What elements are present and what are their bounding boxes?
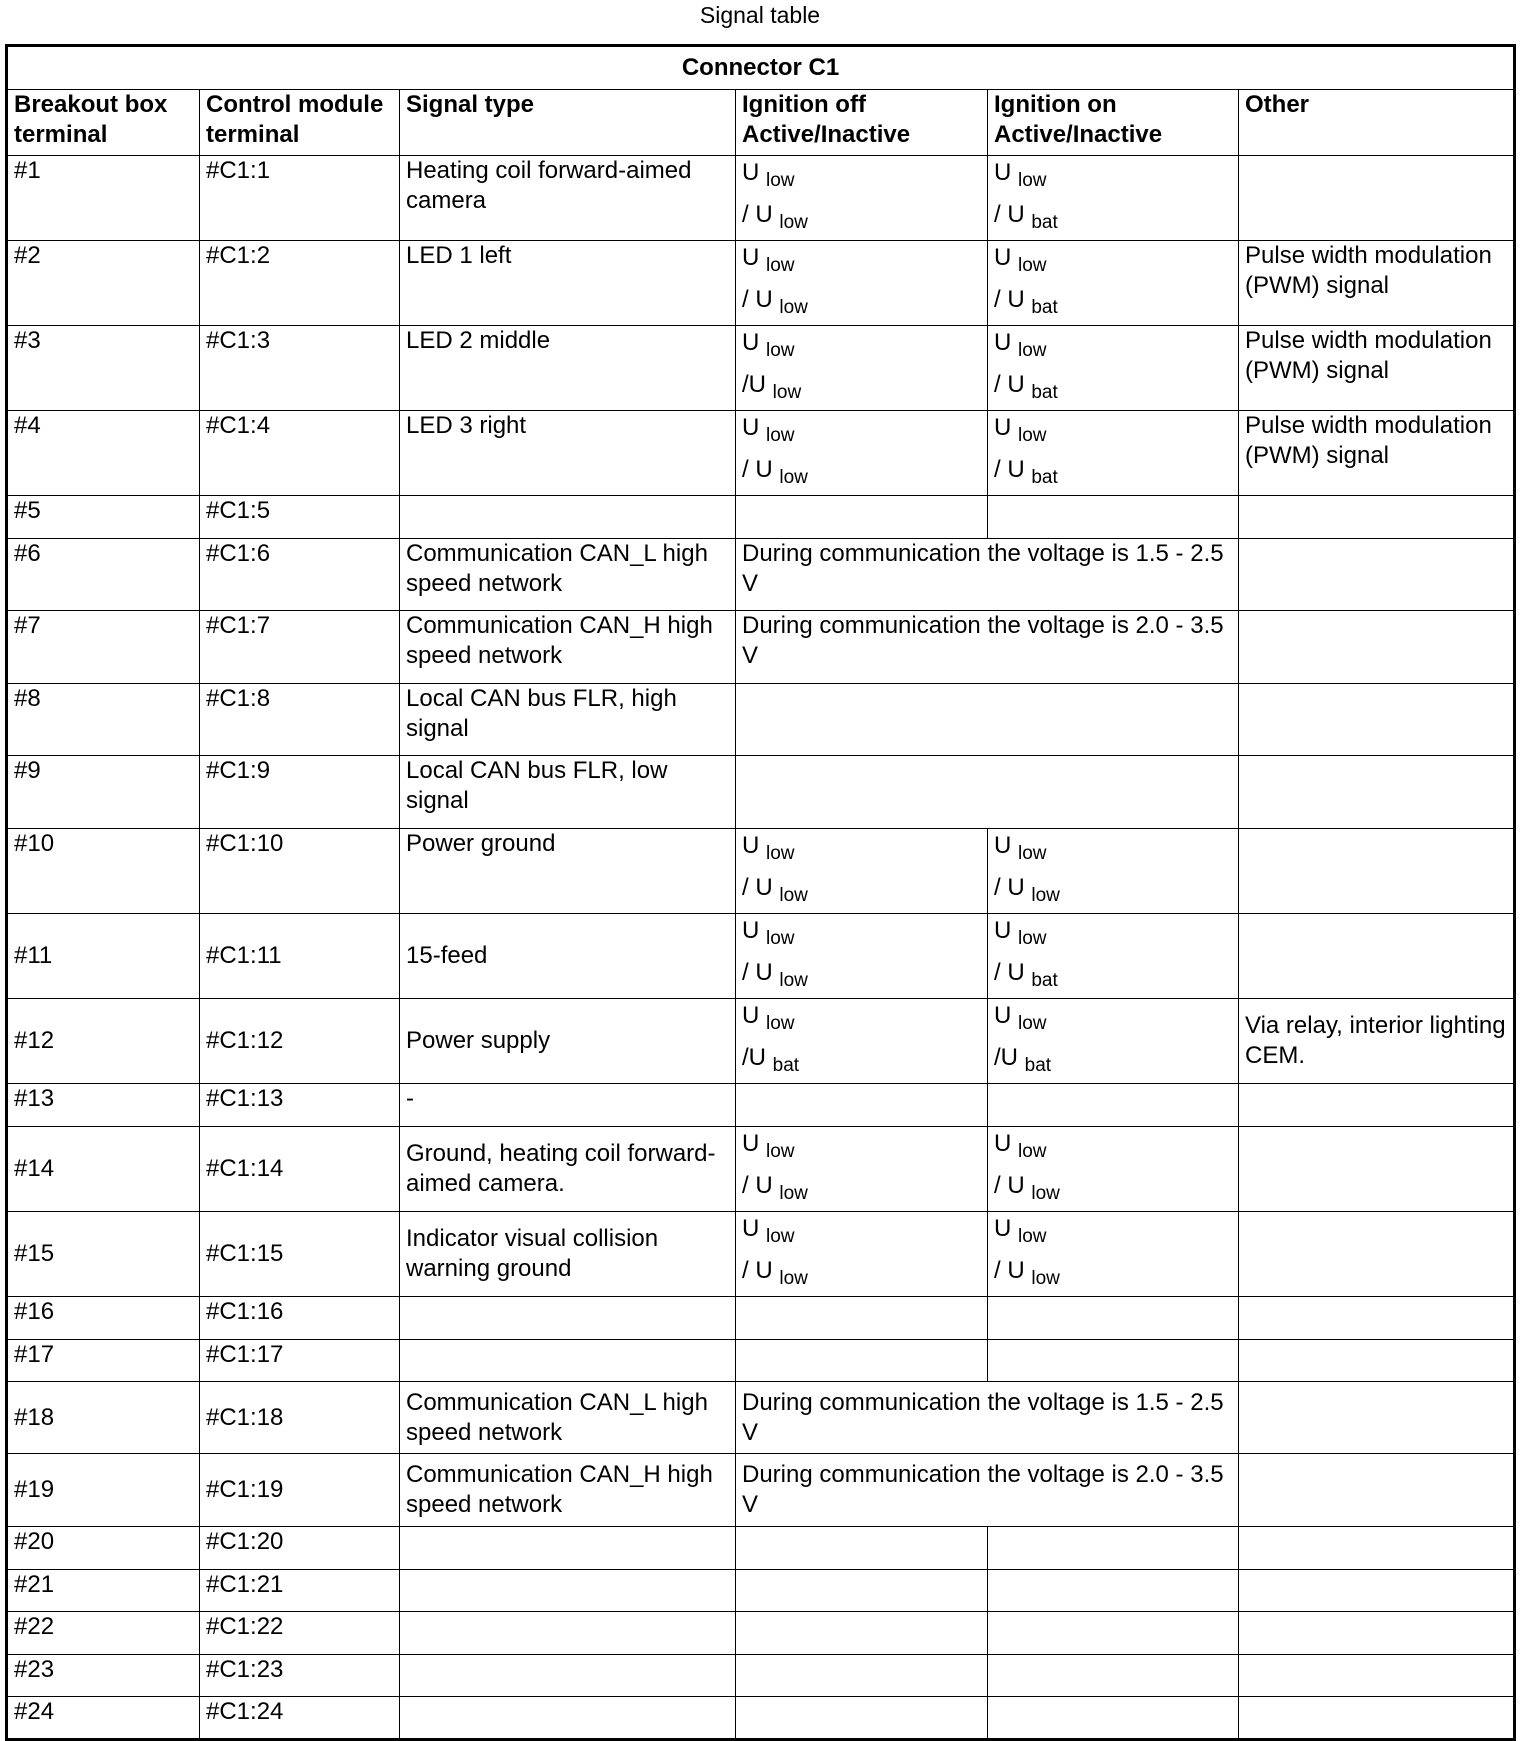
table-row <box>7 829 1515 914</box>
voltage-inactive: / U $_{bat}$ <box>994 201 1058 233</box>
ignition-off-cell <box>736 1297 988 1340</box>
table-row <box>7 496 1515 539</box>
control-module-terminal-cell: #C1:1 <box>200 156 400 241</box>
voltage-inactive: / U $_{low}$ <box>742 1257 808 1289</box>
control-module-terminal-cell: #C1:12 <box>200 999 400 1084</box>
control-module-terminal-cell: #C1:11 <box>200 914 400 999</box>
other-cell <box>1239 1340 1515 1382</box>
signal-table <box>5 44 1516 1741</box>
header-line: Signal type <box>406 91 535 118</box>
control-module-terminal-cell: #C1:23 <box>200 1655 400 1697</box>
signal-type-cell: Local CAN bus FLR, high signal <box>400 684 736 756</box>
signal-type-cell: Communication CAN_L high speed network <box>400 1382 736 1454</box>
ignition-off-cell <box>736 1084 988 1127</box>
ignition-on-cell <box>988 156 1239 241</box>
control-module-terminal-cell: #C1:2 <box>200 241 400 326</box>
table-caption: Signal table <box>699 2 821 28</box>
table-body <box>7 156 1515 1740</box>
table-row <box>7 1212 1515 1297</box>
breakout-box-terminal-cell: #22 <box>7 1612 200 1655</box>
voltage-active: U $_{low}$ <box>994 917 1047 949</box>
ignition-on-cell <box>988 1697 1239 1740</box>
ignition-off-cell <box>736 1212 988 1297</box>
ignition-on-cell <box>988 999 1239 1084</box>
table-row <box>7 1127 1515 1212</box>
control-module-terminal-cell: #C1:24 <box>200 1697 400 1740</box>
other-cell: Pulse width modulation (PWM) signal <box>1239 411 1515 496</box>
header-line: Control module <box>206 91 384 118</box>
ignition-on-cell <box>988 1212 1239 1297</box>
signal-type-cell <box>400 1570 736 1612</box>
voltage-active: U $_{low}$ <box>994 1130 1047 1162</box>
control-module-terminal-cell: #C1:3 <box>200 326 400 411</box>
table-row <box>7 914 1515 999</box>
header-control-module-terminal <box>200 90 400 156</box>
voltage-active: U $_{low}$ <box>994 832 1047 864</box>
breakout-box-terminal-cell: #21 <box>7 1570 200 1612</box>
signal-type-cell: LED 1 left <box>400 241 736 326</box>
ignition-on-cell <box>988 1612 1239 1655</box>
breakout-box-terminal-cell: #15 <box>7 1212 200 1297</box>
other-cell: Via relay, interior lighting CEM. <box>1239 999 1515 1084</box>
control-module-terminal-cell: #C1:22 <box>200 1612 400 1655</box>
header-breakout-box-terminal <box>7 90 200 156</box>
signal-type-cell: Power supply <box>400 999 736 1084</box>
ignition-off-cell <box>736 1612 988 1655</box>
ignition-off-cell <box>736 241 988 326</box>
voltage-active: U $_{low}$ <box>994 159 1047 191</box>
signal-type-cell <box>400 1527 736 1570</box>
ignition-voltage-note-cell <box>736 756 1239 829</box>
breakout-box-terminal-cell: #6 <box>7 539 200 611</box>
control-module-terminal-cell: #C1:7 <box>200 611 400 684</box>
voltage-active: U $_{low}$ <box>742 159 795 191</box>
ignition-voltage-note-cell: During communication the voltage is 1.5 - 2.5 V <box>736 1382 1239 1454</box>
ignition-off-cell <box>736 326 988 411</box>
ignition-voltage-note-cell: During communication the voltage is 2.0 - 3.5 V <box>736 611 1239 684</box>
signal-type-cell: Indicator visual collision warning ground <box>400 1212 736 1297</box>
other-cell <box>1239 756 1515 829</box>
ignition-off-cell <box>736 1655 988 1697</box>
other-cell <box>1239 1454 1515 1527</box>
breakout-box-terminal-cell: #8 <box>7 684 200 756</box>
other-cell <box>1239 829 1515 914</box>
header-line: terminal <box>206 121 300 148</box>
signal-type-cell <box>400 1612 736 1655</box>
header-line: Ignition on <box>994 91 1117 118</box>
signal-type-cell <box>400 496 736 539</box>
control-module-terminal-cell: #C1:19 <box>200 1454 400 1527</box>
voltage-inactive: /U $_{bat}$ <box>742 1044 800 1076</box>
voltage-active: U $_{low}$ <box>994 329 1047 361</box>
table-row <box>7 1084 1515 1127</box>
header-line: Active/Inactive <box>994 121 1163 148</box>
voltage-inactive: / U $_{low}$ <box>742 874 808 906</box>
header-line: Active/Inactive <box>742 121 911 148</box>
control-module-terminal-cell: #C1:21 <box>200 1570 400 1612</box>
ignition-off-cell <box>736 1340 988 1382</box>
voltage-inactive: /U $_{bat}$ <box>994 1044 1052 1076</box>
voltage-inactive: / U $_{low}$ <box>742 1172 808 1204</box>
control-module-terminal-cell: #C1:13 <box>200 1084 400 1127</box>
voltage-active: U $_{low}$ <box>742 414 795 446</box>
ignition-voltage-note-cell <box>736 684 1239 756</box>
table-row <box>7 999 1515 1084</box>
table-row <box>7 326 1515 411</box>
breakout-box-terminal-cell: #5 <box>7 496 200 539</box>
voltage-active: U $_{low}$ <box>994 1215 1047 1247</box>
voltage-active: U $_{low}$ <box>994 244 1047 276</box>
voltage-inactive: / U $_{low}$ <box>994 1172 1060 1204</box>
table-row <box>7 1454 1515 1527</box>
control-module-terminal-cell: #C1:6 <box>200 539 400 611</box>
breakout-box-terminal-cell: #12 <box>7 999 200 1084</box>
signal-type-cell <box>400 1697 736 1740</box>
ignition-off-cell <box>736 411 988 496</box>
breakout-box-terminal-cell: #18 <box>7 1382 200 1454</box>
signal-type-cell <box>400 1340 736 1382</box>
table-row <box>7 1570 1515 1612</box>
breakout-box-terminal-cell: #14 <box>7 1127 200 1212</box>
signal-type-cell: - <box>400 1084 736 1127</box>
other-cell <box>1239 1297 1515 1340</box>
signal-type-cell: Power ground <box>400 829 736 914</box>
signal-type-cell: 15-feed <box>400 914 736 999</box>
other-cell <box>1239 1382 1515 1454</box>
voltage-active: U $_{low}$ <box>994 414 1047 446</box>
control-module-terminal-cell: #C1:16 <box>200 1297 400 1340</box>
header-line: terminal <box>14 121 108 148</box>
ignition-on-cell <box>988 1527 1239 1570</box>
other-cell <box>1239 1084 1515 1127</box>
voltage-inactive: / U $_{low}$ <box>742 286 808 318</box>
breakout-box-terminal-cell: #7 <box>7 611 200 684</box>
control-module-terminal-cell: #C1:17 <box>200 1340 400 1382</box>
other-cell <box>1239 539 1515 611</box>
voltage-active: U $_{low}$ <box>742 244 795 276</box>
ignition-off-cell <box>736 914 988 999</box>
other-cell <box>1239 156 1515 241</box>
control-module-terminal-cell: #C1:15 <box>200 1212 400 1297</box>
voltage-active: U $_{low}$ <box>742 1002 795 1034</box>
ignition-off-cell <box>736 156 988 241</box>
voltage-active: U $_{low}$ <box>994 1002 1047 1034</box>
header-ignition-on <box>988 90 1239 156</box>
control-module-terminal-cell: #C1:5 <box>200 496 400 539</box>
other-cell <box>1239 914 1515 999</box>
table-row <box>7 1527 1515 1570</box>
control-module-terminal-cell: #C1:4 <box>200 411 400 496</box>
voltage-inactive: / U $_{bat}$ <box>994 959 1058 991</box>
table-row <box>7 1382 1515 1454</box>
ignition-on-cell <box>988 496 1239 539</box>
other-cell <box>1239 1570 1515 1612</box>
ignition-on-cell <box>988 326 1239 411</box>
voltage-inactive: / U $_{low}$ <box>994 1257 1060 1289</box>
ignition-voltage-note-cell: During communication the voltage is 1.5 - 2.5 V <box>736 539 1239 611</box>
ignition-on-cell <box>988 829 1239 914</box>
control-module-terminal-cell: #C1:20 <box>200 1527 400 1570</box>
table-row <box>7 539 1515 611</box>
ignition-on-cell <box>988 411 1239 496</box>
header-signal-type <box>400 90 736 156</box>
table-row <box>7 411 1515 496</box>
header-row <box>7 90 1515 156</box>
table-row <box>7 756 1515 829</box>
other-cell <box>1239 496 1515 539</box>
table-row <box>7 684 1515 756</box>
other-cell <box>1239 1527 1515 1570</box>
table-row <box>7 156 1515 241</box>
connector-title: Connector C1 <box>7 46 1515 90</box>
signal-type-cell <box>400 1297 736 1340</box>
other-cell <box>1239 1697 1515 1740</box>
breakout-box-terminal-cell: #9 <box>7 756 200 829</box>
breakout-box-terminal-cell: #3 <box>7 326 200 411</box>
breakout-box-terminal-cell: #10 <box>7 829 200 914</box>
signal-type-cell: Communication CAN_H high speed network <box>400 1454 736 1527</box>
table-row <box>7 1297 1515 1340</box>
other-cell: Pulse width modulation (PWM) signal <box>1239 326 1515 411</box>
header-line: Ignition off <box>742 91 866 118</box>
ignition-on-cell <box>988 1084 1239 1127</box>
signal-type-cell: Ground, heating coil forward-aimed camera. <box>400 1127 736 1212</box>
voltage-active: U $_{low}$ <box>742 1215 795 1247</box>
voltage-inactive: / U $_{bat}$ <box>994 456 1058 488</box>
voltage-inactive: / U $_{low}$ <box>742 201 808 233</box>
other-cell <box>1239 1612 1515 1655</box>
table-row <box>7 1655 1515 1697</box>
voltage-active: U $_{low}$ <box>742 832 795 864</box>
breakout-box-terminal-cell: #4 <box>7 411 200 496</box>
voltage-inactive: / U $_{bat}$ <box>994 371 1058 403</box>
breakout-box-terminal-cell: #13 <box>7 1084 200 1127</box>
control-module-terminal-cell: #C1:10 <box>200 829 400 914</box>
voltage-inactive: / U $_{bat}$ <box>994 286 1058 318</box>
control-module-terminal-cell: #C1:9 <box>200 756 400 829</box>
ignition-off-cell <box>736 1527 988 1570</box>
signal-type-cell <box>400 1655 736 1697</box>
control-module-terminal-cell: #C1:18 <box>200 1382 400 1454</box>
table-row <box>7 1697 1515 1740</box>
header-ignition-off <box>736 90 988 156</box>
header-other <box>1239 90 1515 156</box>
ignition-off-cell <box>736 829 988 914</box>
breakout-box-terminal-cell: #11 <box>7 914 200 999</box>
ignition-on-cell <box>988 241 1239 326</box>
voltage-inactive: / U $_{low}$ <box>742 456 808 488</box>
control-module-terminal-cell: #C1:8 <box>200 684 400 756</box>
signal-type-cell: Heating coil forward-aimed camera <box>400 156 736 241</box>
control-module-terminal-cell: #C1:14 <box>200 1127 400 1212</box>
other-cell <box>1239 1655 1515 1697</box>
ignition-on-cell <box>988 1340 1239 1382</box>
ignition-off-cell <box>736 496 988 539</box>
ignition-on-cell <box>988 1655 1239 1697</box>
ignition-on-cell <box>988 914 1239 999</box>
ignition-voltage-note-cell: During communication the voltage is 2.0 - 3.5 V <box>736 1454 1239 1527</box>
signal-type-cell: Local CAN bus FLR, low signal <box>400 756 736 829</box>
voltage-active: U $_{low}$ <box>742 329 795 361</box>
voltage-inactive: / U $_{low}$ <box>994 874 1060 906</box>
breakout-box-terminal-cell: #2 <box>7 241 200 326</box>
table-row <box>7 1612 1515 1655</box>
other-cell: Pulse width modulation (PWM) signal <box>1239 241 1515 326</box>
voltage-active: U $_{low}$ <box>742 917 795 949</box>
table-row <box>7 241 1515 326</box>
ignition-on-cell <box>988 1570 1239 1612</box>
ignition-off-cell <box>736 1570 988 1612</box>
signal-type-cell: LED 2 middle <box>400 326 736 411</box>
other-cell <box>1239 1127 1515 1212</box>
voltage-active: U $_{low}$ <box>742 1130 795 1162</box>
table-row <box>7 611 1515 684</box>
ignition-on-cell <box>988 1297 1239 1340</box>
breakout-box-terminal-cell: #24 <box>7 1697 200 1740</box>
signal-type-cell: LED 3 right <box>400 411 736 496</box>
voltage-inactive: / U $_{low}$ <box>742 959 808 991</box>
signal-type-cell: Communication CAN_L high speed network <box>400 539 736 611</box>
ignition-on-cell <box>988 1127 1239 1212</box>
breakout-box-terminal-cell: #16 <box>7 1297 200 1340</box>
breakout-box-terminal-cell: #20 <box>7 1527 200 1570</box>
voltage-inactive: /U $_{low}$ <box>742 371 802 403</box>
breakout-box-terminal-cell: #23 <box>7 1655 200 1697</box>
other-cell <box>1239 611 1515 684</box>
table-row <box>7 1340 1515 1382</box>
header-line: Breakout box <box>14 91 168 118</box>
ignition-off-cell <box>736 1127 988 1212</box>
other-cell <box>1239 684 1515 756</box>
breakout-box-terminal-cell: #19 <box>7 1454 200 1527</box>
other-cell <box>1239 1212 1515 1297</box>
breakout-box-terminal-cell: #17 <box>7 1340 200 1382</box>
header-line: Other <box>1245 91 1310 118</box>
ignition-off-cell <box>736 1697 988 1740</box>
ignition-off-cell <box>736 999 988 1084</box>
signal-type-cell: Communication CAN_H high speed network <box>400 611 736 684</box>
breakout-box-terminal-cell: #1 <box>7 156 200 241</box>
